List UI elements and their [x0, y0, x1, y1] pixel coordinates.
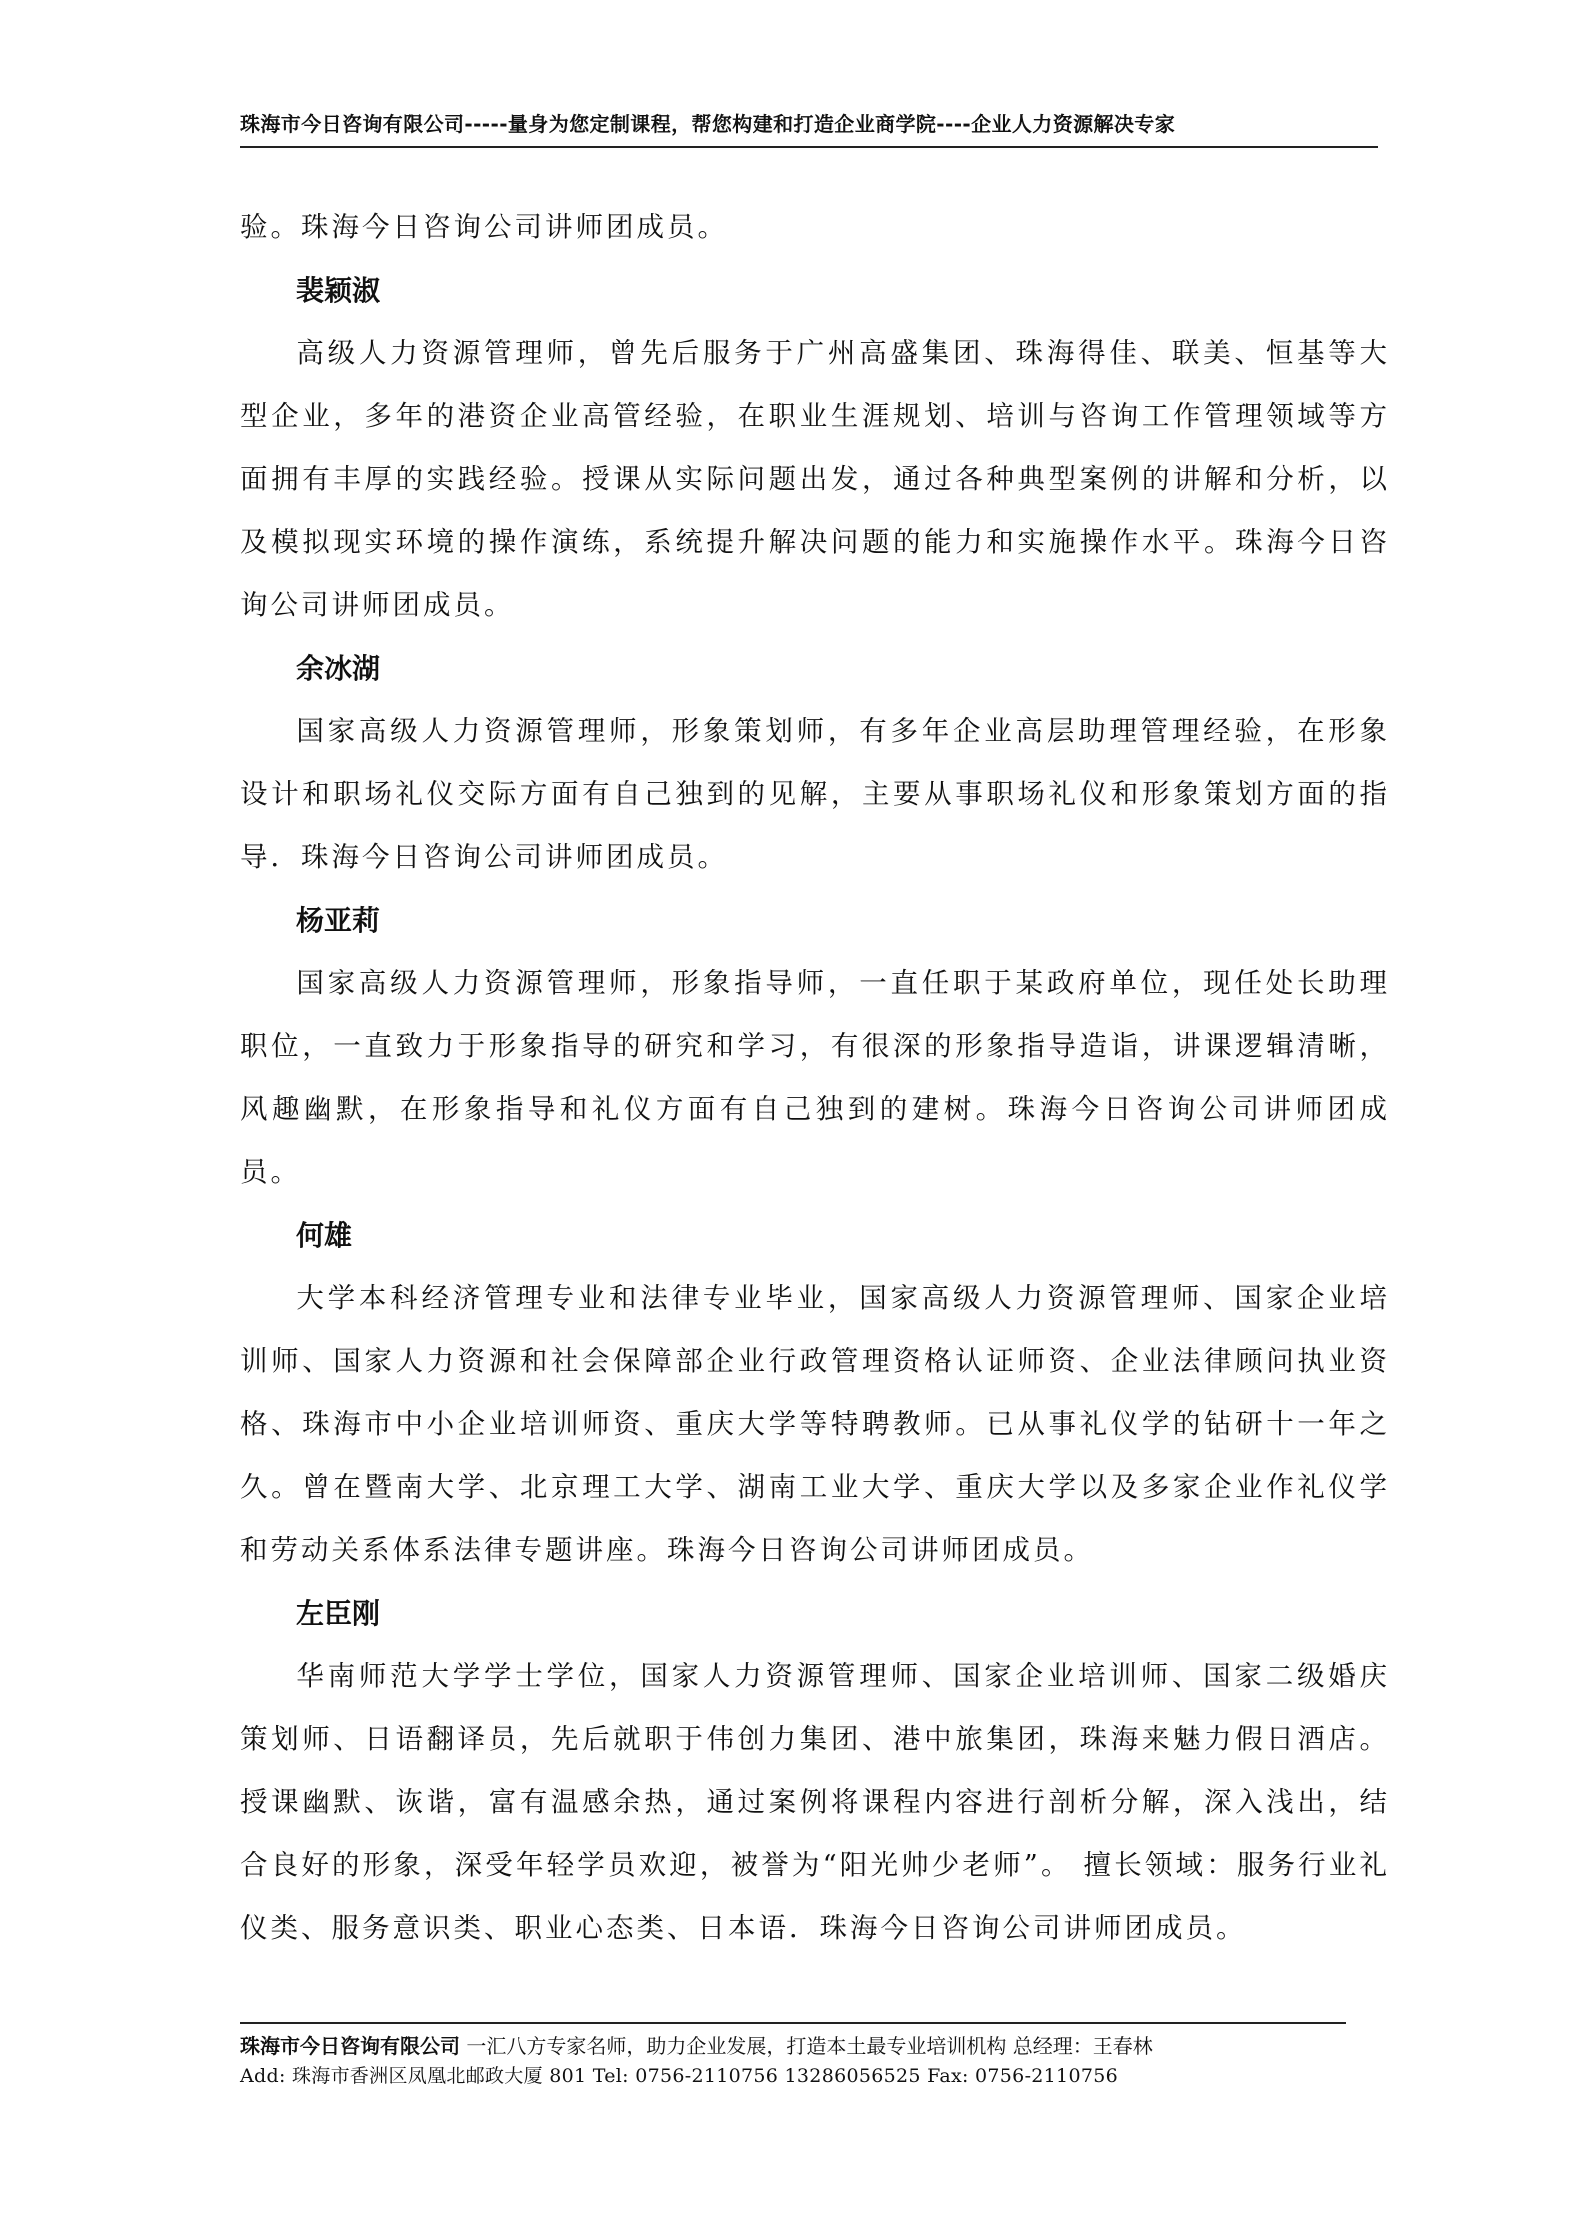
footer-contact: Add: 珠海市香洲区凤凰北邮政大厦 801 Tel: 0756-2110756 13286056525 Fax: 0756-2110756	[240, 2065, 1119, 2087]
profile-yu	[240, 637, 1390, 889]
profile-bio: 高级人力资源管理师，曾先后服务于广州高盛集团、珠海得佳、联美、恒基等大型企业，多年的港资企业高管经验，在职业生涯规划、培训与咨询工作管理领域等方面拥有丰厚的实践经验。授课从实际问题出发，通过各种典型案例的讲解和分析，以及模拟现实环境的操作演练，系统提升解决问题的能力和实施操作水平。珠海今日咨询公司讲师团成员。	[240, 337, 1390, 621]
footer-company: 珠海市今日咨询有限公司	[240, 2034, 460, 2058]
profile-name: 裴颖淑	[296, 274, 381, 307]
continued-paragraph: 验。珠海今日咨询公司讲师团成员。	[240, 211, 728, 243]
footer-divider	[240, 2022, 1346, 2024]
profile-bio: 国家高级人力资源管理师，形象指导师，一直任职于某政府单位，现任处长助理职位，一直致力于形象指导的研究和学习，有很深的形象指导造诣，讲课逻辑清晰，风趣幽默，在形象指导和礼仪方面有自己独到的建树。珠海今日咨询公司讲师团成员。	[240, 967, 1390, 1188]
page-header: 珠海市今日咨询有限公司-----量身为您定制课程，帮您构建和打造企业商学院----企业人力资源解决专家	[240, 112, 1176, 136]
footer-tagline	[240, 2030, 1153, 2059]
profile-name: 余冰湖	[296, 652, 381, 685]
profile-bio: 华南师范大学学士学位，国家人力资源管理师、国家企业培训师、国家二级婚庆策划师、日语翻译员，先后就职于伟创力集团、港中旅集团，珠海来魅力假日酒店。授课幽默、诙谐，富有温感余热，通过案例将课程内容进行剖析分解，深入浅出，结合良好的形象，深受年轻学员欢迎，被誉为“阳光帅少老师”。 擅长领域：服务行业礼仪类、服务意识类、职业心态类、日本语．珠海今日咨询公司讲师团成员。	[240, 1660, 1390, 1944]
profile-zuo	[240, 1582, 1390, 1960]
profile-he	[240, 1204, 1390, 1582]
profile-name: 何雄	[296, 1219, 353, 1252]
profile-bio: 大学本科经济管理专业和法律专业毕业，国家高级人力资源管理师、国家企业培训师、国家人力资源和社会保障部企业行政管理资格认证师资、企业法律顾问执业资格、珠海市中小企业培训师资、重庆大学等特聘教师。已从事礼仪学的钻研十一年之久。曾在暨南大学、北京理工大学、湖南工业大学、重庆大学以及多家企业作礼仪学和劳动关系体系法律专题讲座。珠海今日咨询公司讲师团成员。	[240, 1282, 1390, 1566]
profile-yang	[240, 889, 1390, 1204]
profile-bio: 国家高级人力资源管理师，形象策划师，有多年企业高层助理管理经验，在形象设计和职场礼仪交际方面有自己独到的见解，主要从事职场礼仪和形象策划方面的指导．珠海今日咨询公司讲师团成员。	[240, 715, 1390, 873]
profile-name: 杨亚莉	[296, 904, 381, 937]
header-divider	[240, 146, 1378, 148]
profile-name: 左臣刚	[296, 1597, 381, 1630]
footer-slogan: 一汇八方专家名师，助力企业发展，打造本土最专业培训机构 总经理：王春林	[460, 2034, 1153, 2058]
document-body	[240, 196, 1390, 1960]
profile-pei	[240, 259, 1390, 637]
